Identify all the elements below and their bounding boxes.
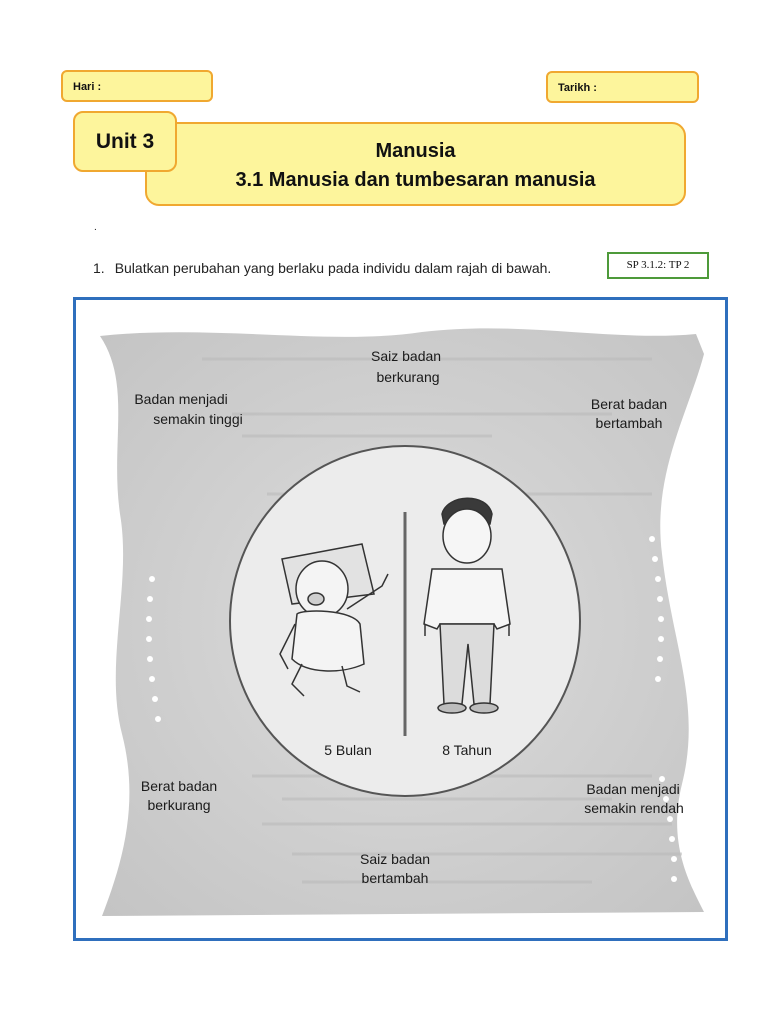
page-title: Manusia	[375, 140, 456, 162]
option-top-line2: berkurang	[376, 369, 440, 385]
option-top-left-line2: semakin tinggi	[153, 411, 243, 427]
option-bottom-line1: Saiz badan	[360, 851, 431, 867]
option-bottom-left-line1: Berat badan	[140, 778, 218, 794]
option-top-line1: Saiz badan	[371, 348, 442, 364]
growth-figure	[92, 324, 708, 916]
option-top-right-line1: Berat badan	[590, 396, 668, 412]
baby-caption: 5 Bulan	[324, 742, 372, 758]
title-banner	[145, 122, 686, 206]
boy-caption: 8 Tahun	[442, 742, 492, 758]
stray-mark: .	[94, 222, 97, 233]
hari-field[interactable]	[61, 70, 213, 102]
hari-label: Hari :	[73, 81, 102, 93]
option-bottom-left-line2: berkurang	[147, 797, 211, 813]
option-bottom-right-line1: Badan menjadi	[586, 781, 680, 797]
tarikh-field[interactable]	[546, 71, 699, 103]
page-subtitle: 3.1 Manusia dan tumbesaran manusia	[235, 169, 596, 191]
question-number: 1.	[93, 260, 105, 276]
question-1	[93, 260, 551, 276]
option-top-right-line2: bertambah	[595, 415, 663, 431]
standard-code-badge: SP 3.1.2: TP 2	[607, 252, 709, 279]
option-bottom-line2: bertambah	[361, 870, 429, 886]
option-top-left-line1: Badan menjadi	[134, 391, 228, 407]
unit-badge: Unit 3	[73, 111, 177, 172]
question-text: Bulatkan perubahan yang berlaku pada individu dalam rajah di bawah.	[114, 260, 552, 276]
tarikh-label: Tarikh :	[558, 82, 597, 94]
option-bottom-right-line2: semakin rendah	[584, 800, 684, 816]
